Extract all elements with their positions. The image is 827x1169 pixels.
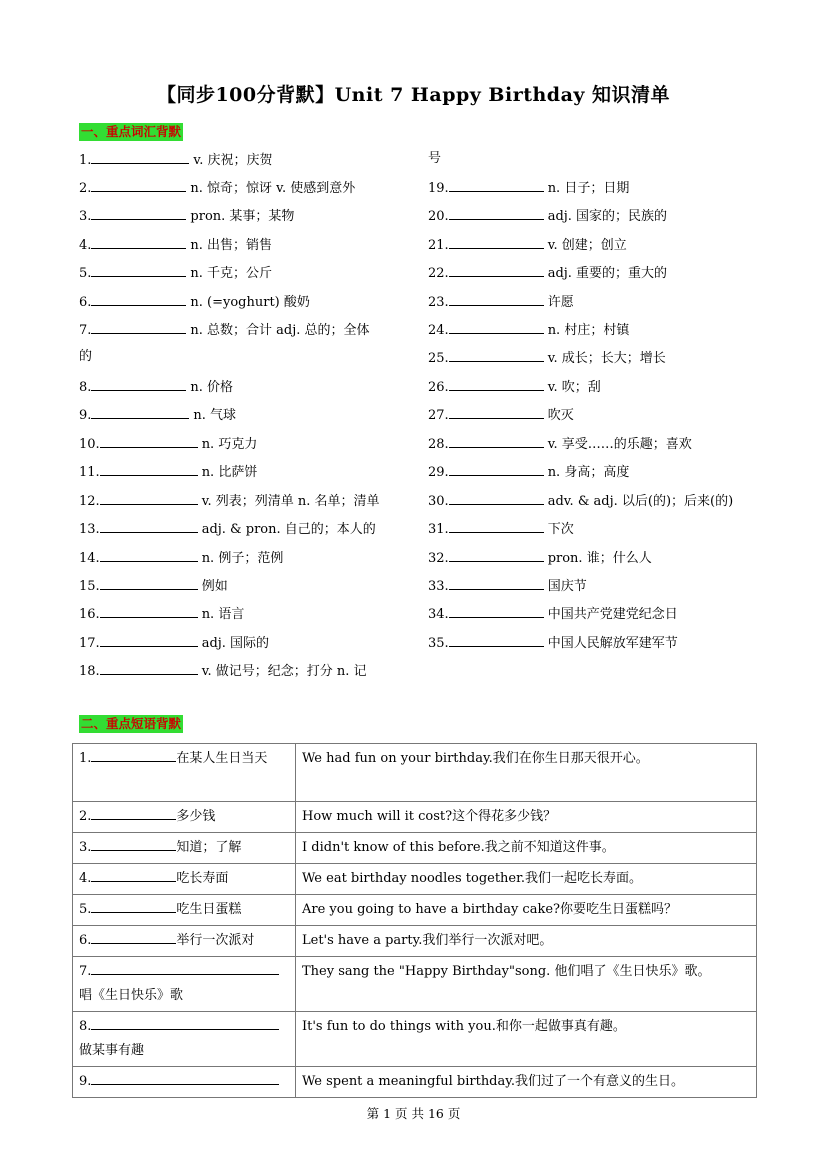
vocab-meaning: n. 例子；范例 — [201, 551, 284, 566]
page-title: 【同步100分背默】Unit 7 Happy Birthday 知识清单 — [156, 84, 671, 106]
vocab-number: 14. — [79, 551, 100, 566]
vocab-meaning: v. 庆祝；庆贺 — [193, 153, 273, 168]
vocab-item-right — [428, 633, 678, 653]
vocab-item-right — [428, 178, 629, 198]
phrase-row — [73, 957, 757, 1012]
phrase-example: Let's have a party.我们举行一次派对吧。 — [296, 926, 757, 957]
vocab-meaning: 中国人民解放军建军节 — [547, 636, 678, 651]
vocab-meaning: 例如 — [201, 579, 228, 594]
phrase-number: 6. — [79, 933, 92, 948]
phrase-number: 2. — [79, 809, 92, 824]
answer-blank[interactable] — [91, 150, 189, 164]
phrase-row — [73, 1012, 757, 1067]
vocab-item-right — [428, 491, 733, 511]
phrase-number: 8. — [79, 1019, 92, 1034]
vocab-item-right — [428, 320, 629, 340]
vocab-item-left — [79, 661, 367, 681]
vocab-number: 9. — [79, 408, 92, 423]
vocab-number: 6. — [79, 295, 92, 310]
section-heading-phrases: 二、重点短语背默 — [81, 716, 182, 731]
vocab-item-right — [428, 576, 587, 596]
answer-blank[interactable] — [449, 292, 544, 306]
phrase-example: We eat birthday noodles together.我们一起吃长寿面。 — [296, 864, 757, 895]
vocab-number: 25. — [428, 351, 449, 366]
answer-blank[interactable] — [449, 462, 544, 476]
vocab-item-right — [428, 548, 652, 568]
vocab-meaning: v. 列表；列清单 n. 名单；清单 — [201, 494, 380, 509]
vocab-item-right — [428, 434, 692, 454]
vocab-item-right — [428, 604, 678, 624]
phrase-answer-cell — [73, 744, 296, 802]
answer-blank[interactable] — [100, 604, 198, 618]
answer-blank[interactable] — [449, 491, 544, 505]
vocab-item-left — [79, 320, 370, 340]
phrase-answer-cell — [73, 1012, 296, 1067]
answer-blank[interactable] — [449, 576, 544, 590]
phrase-number: 1. — [79, 751, 92, 766]
phrase-example: We spent a meaningful birthday.我们过了一个有意义的生日。 — [296, 1067, 757, 1098]
vocab-number: 33. — [428, 579, 449, 594]
phrase-row — [73, 744, 757, 802]
phrase-row — [73, 802, 757, 833]
answer-blank[interactable] — [449, 348, 544, 362]
answer-blank[interactable] — [449, 206, 544, 220]
vocab-meaning: 吹灭 — [547, 408, 574, 423]
answer-blank[interactable] — [100, 548, 198, 562]
answer-blank[interactable] — [91, 837, 176, 851]
vocab-item-right — [428, 377, 601, 397]
answer-blank[interactable] — [91, 930, 176, 944]
vocab-item-left — [79, 206, 294, 226]
answer-blank[interactable] — [91, 292, 186, 306]
answer-blank[interactable] — [91, 1016, 279, 1030]
vocab-item-right — [428, 235, 627, 255]
answer-blank[interactable] — [449, 633, 544, 647]
vocab-number: 16. — [79, 607, 100, 622]
vocab-meaning: n. (=yoghurt) 酸奶 — [190, 295, 310, 310]
vocab-item-right — [428, 292, 574, 312]
phrase-example: I didn't know of this before.我之前不知道这件事。 — [296, 833, 757, 864]
vocab-number: 22. — [428, 266, 449, 281]
phrase-answer-cell — [73, 802, 296, 833]
answer-blank[interactable] — [100, 633, 198, 647]
vocab-meaning: n. 巧克力 — [201, 437, 258, 452]
vocab-number: 8. — [79, 380, 92, 395]
answer-blank[interactable] — [91, 263, 186, 277]
vocab-number: 11. — [79, 465, 100, 480]
answer-blank[interactable] — [91, 806, 176, 820]
vocab-number: 7. — [79, 323, 92, 338]
vocab-item-right — [428, 462, 629, 482]
vocab-meaning: n. 出售；销售 — [190, 238, 273, 253]
answer-blank[interactable] — [91, 206, 186, 220]
vocab-meaning: adj. & pron. 自己的；本人的 — [201, 522, 376, 537]
vocab-item-left — [79, 178, 355, 198]
vocab-meaning: n. 千克；公斤 — [190, 266, 273, 281]
phrase-meaning: 知道；了解 — [176, 840, 242, 855]
vocab-meaning: n. 语言 — [201, 607, 245, 622]
vocab-meaning: v. 创建；创立 — [547, 238, 627, 253]
vocab-number: 17. — [79, 636, 100, 651]
vocab-number: 28. — [428, 437, 449, 452]
vocab-item-left — [79, 576, 228, 596]
phrase-answer-cell — [73, 895, 296, 926]
phrase-example: We had fun on your birthday.我们在你生日那天很开心。 — [296, 744, 757, 802]
vocab-number: 5. — [79, 266, 92, 281]
phrase-meaning: 吃生日蛋糕 — [176, 902, 242, 917]
phrase-number: 5. — [79, 902, 92, 917]
vocab-meaning: pron. 谁；什么人 — [547, 551, 652, 566]
vocab-item-left — [79, 633, 269, 653]
vocab-item-left — [79, 548, 283, 568]
vocab-item-right — [428, 150, 441, 168]
phrase-answer-cell — [73, 1067, 296, 1098]
vocab-number: 1. — [79, 153, 92, 168]
vocab-meaning: v. 成长；长大；增长 — [547, 351, 666, 366]
phrase-meaning: 在某人生日当天 — [176, 751, 268, 766]
answer-blank[interactable] — [91, 405, 189, 419]
phrase-row — [73, 1067, 757, 1098]
answer-blank[interactable] — [449, 548, 544, 562]
vocab-number: 2. — [79, 181, 92, 196]
vocab-meaning: n. 价格 — [190, 380, 234, 395]
answer-blank[interactable] — [449, 405, 544, 419]
phrase-answer-cell — [73, 864, 296, 895]
answer-blank[interactable] — [91, 899, 176, 913]
phrase-number: 3. — [79, 840, 92, 855]
answer-blank[interactable] — [100, 576, 198, 590]
vocab-meaning: n. 气球 — [193, 408, 237, 423]
phrase-meaning: 唱《生日快乐》歌 — [79, 988, 184, 1003]
answer-blank[interactable] — [100, 519, 198, 533]
vocab-meaning: adj. 国家的；民族的 — [547, 209, 668, 224]
phrase-meaning: 吃长寿面 — [176, 871, 229, 886]
phrase-row — [73, 833, 757, 864]
phrase-answer-cell — [73, 926, 296, 957]
vocab-meaning: n. 比萨饼 — [201, 465, 258, 480]
phrase-example: How much will it cost?这个得花多少钱？ — [296, 802, 757, 833]
answer-blank[interactable] — [91, 748, 176, 762]
phrase-number: 9. — [79, 1074, 92, 1089]
vocab-meaning: n. 村庄；村镇 — [547, 323, 630, 338]
vocab-item-left — [79, 292, 310, 312]
phrase-example: Are you going to have a birthday cake?你要吃生日蛋糕吗？ — [296, 895, 757, 926]
answer-blank[interactable] — [449, 320, 544, 334]
vocab-item-left — [79, 235, 272, 255]
vocab-item-right — [428, 405, 574, 425]
answer-blank[interactable] — [100, 434, 198, 448]
vocab-item-left — [79, 519, 376, 539]
page-footer: 第 1 页 共 16 页 — [366, 1106, 461, 1121]
vocab-item-left — [79, 491, 380, 511]
vocab-number: 29. — [428, 465, 449, 480]
vocab-meaning: n. 惊奇；惊讶 v. 使感到意外 — [190, 181, 356, 196]
vocab-meaning: n. 日子；日期 — [547, 181, 630, 196]
answer-blank[interactable] — [449, 377, 544, 391]
vocab-meaning: 下次 — [547, 522, 574, 537]
vocab-item-left — [79, 348, 92, 366]
vocab-item-left — [79, 263, 272, 283]
answer-blank[interactable] — [91, 320, 186, 334]
vocab-number: 24. — [428, 323, 449, 338]
answer-blank[interactable] — [91, 178, 186, 192]
phrase-meaning: 做某事有趣 — [79, 1043, 145, 1058]
vocab-number: 30. — [428, 494, 449, 509]
vocab-item-left — [79, 150, 272, 170]
vocab-meaning: v. 吹；刮 — [547, 380, 601, 395]
vocab-meaning: v. 享受……的乐趣；喜欢 — [547, 437, 692, 452]
vocab-number: 15. — [79, 579, 100, 594]
vocab-item-left — [79, 604, 244, 624]
phrase-table — [72, 743, 757, 1098]
vocab-meaning: 号 — [428, 151, 442, 166]
vocab-item-right — [428, 263, 667, 283]
vocab-number: 13. — [79, 522, 100, 537]
phrase-example: It's fun to do things with you.和你一起做事真有趣。 — [296, 1012, 757, 1067]
phrase-answer-cell — [73, 833, 296, 864]
vocab-number: 12. — [79, 494, 100, 509]
answer-blank[interactable] — [100, 661, 198, 675]
vocab-meaning: adj. 国际的 — [201, 636, 270, 651]
phrase-meaning: 多少钱 — [176, 809, 216, 824]
vocab-number: 10. — [79, 437, 100, 452]
answer-blank[interactable] — [100, 491, 198, 505]
vocab-item-right — [428, 519, 574, 539]
vocab-item-left — [79, 434, 257, 454]
vocab-number: 35. — [428, 636, 449, 651]
phrase-row — [73, 895, 757, 926]
vocab-meaning: n. 身高；高度 — [547, 465, 630, 480]
answer-blank[interactable] — [449, 434, 544, 448]
vocab-number: 26. — [428, 380, 449, 395]
vocab-item-left — [79, 377, 233, 397]
vocab-item-right — [428, 206, 667, 226]
vocab-meaning: adv. & adj. 以后(的)；后来(的) — [547, 494, 734, 509]
vocab-number: 31. — [428, 522, 449, 537]
answer-blank[interactable] — [91, 868, 176, 882]
vocab-meaning: 的 — [79, 349, 93, 364]
vocab-number: 19. — [428, 181, 449, 196]
answer-blank[interactable] — [449, 604, 544, 618]
vocab-meaning: adj. 重要的；重大的 — [547, 266, 668, 281]
vocab-meaning: pron. 某事；某物 — [190, 209, 295, 224]
vocab-meaning: v. 做记号；纪念；打分 n. 记 — [201, 664, 367, 679]
vocab-number: 4. — [79, 238, 92, 253]
answer-blank[interactable] — [91, 1071, 279, 1085]
answer-blank[interactable] — [100, 462, 198, 476]
answer-blank[interactable] — [91, 961, 279, 975]
phrase-number: 7. — [79, 964, 92, 979]
vocab-meaning: n. 总数；合计 adj. 总的；全体 — [190, 323, 370, 338]
answer-blank[interactable] — [449, 178, 544, 192]
phrase-answer-cell — [73, 957, 296, 1012]
phrase-number: 4. — [79, 871, 92, 886]
vocab-item-left — [79, 462, 257, 482]
vocab-number: 3. — [79, 209, 92, 224]
phrase-example: They sang the "Happy Birthday"song. 他们唱了《生日快乐》歌。 — [296, 957, 757, 1012]
vocab-number: 34. — [428, 607, 449, 622]
vocab-number: 18. — [79, 664, 100, 679]
vocab-item-right — [428, 348, 666, 368]
vocab-number: 23. — [428, 295, 449, 310]
vocab-number: 21. — [428, 238, 449, 253]
vocab-number: 27. — [428, 408, 449, 423]
vocab-number: 32. — [428, 551, 449, 566]
vocab-number: 20. — [428, 209, 449, 224]
section-heading-vocabulary: 一、重点词汇背默 — [81, 124, 182, 139]
answer-blank[interactable] — [91, 377, 186, 391]
phrase-row — [73, 864, 757, 895]
answer-blank[interactable] — [449, 263, 544, 277]
phrase-row — [73, 926, 757, 957]
vocab-meaning: 国庆节 — [547, 579, 587, 594]
answer-blank[interactable] — [449, 235, 544, 249]
vocab-meaning: 许愿 — [547, 295, 574, 310]
answer-blank[interactable] — [91, 235, 186, 249]
answer-blank[interactable] — [449, 519, 544, 533]
phrase-meaning: 举行一次派对 — [176, 933, 255, 948]
vocab-meaning: 中国共产党建党纪念日 — [547, 607, 678, 622]
vocab-item-left — [79, 405, 236, 425]
